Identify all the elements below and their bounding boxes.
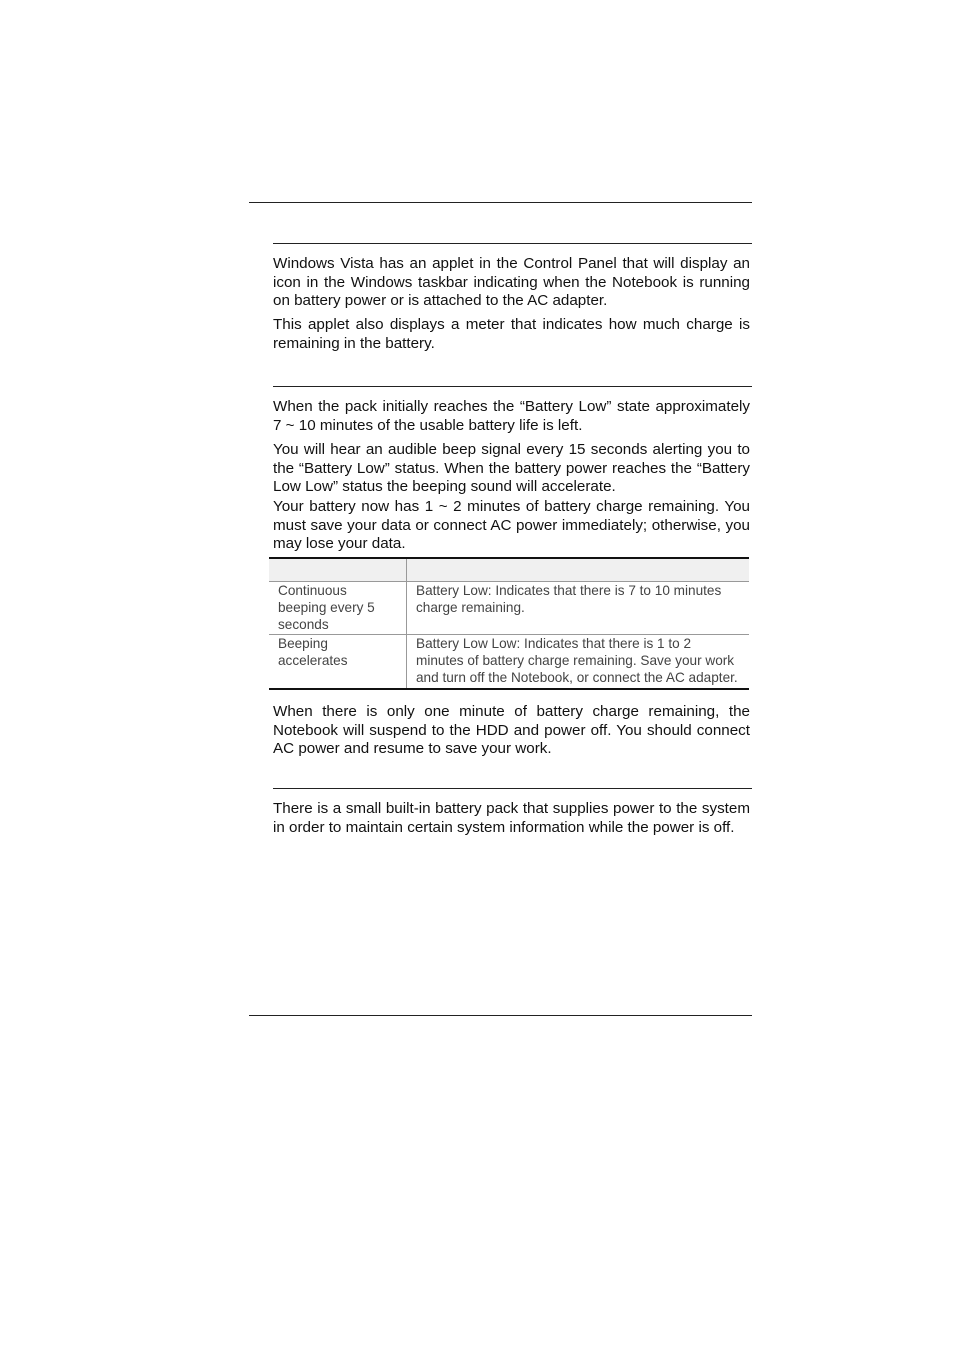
signal-cell: Continuous beeping every 5 seconds <box>269 582 407 635</box>
meaning-cell: Battery Low Low: Indicates that there is 1 to 2 minutes of battery charge remaining. Save your work and turn off the Notebook, or connect the AC adapter. <box>407 635 750 689</box>
battery-low-paragraph-1: When the pack initially reaches the “Battery Low” state approximately 7 ~ 10 minutes of the usable battery life is left. <box>273 398 750 434</box>
table-header-signal <box>269 558 407 582</box>
table-row <box>269 582 749 635</box>
rtc-paragraph-1: There is a small built-in battery pack that supplies power to the system in order to maintain certain system information while the power is off. <box>273 800 750 836</box>
battery-low-paragraph-after-table: When there is only one minute of battery charge remaining, the Notebook will suspend to the HDD and power off. You should connect AC power and resume to save your work. <box>273 703 750 758</box>
vista-paragraph-1: Windows Vista has an applet in the Control Panel that will display an icon in the Windows taskbar indicating when the Notebook is running on battery power or is attached to the AC adapter. <box>273 255 750 310</box>
footer-rule <box>249 1015 752 1016</box>
section-divider-rtc <box>273 788 752 789</box>
section-divider-vista <box>273 243 752 244</box>
header-rule <box>249 202 752 203</box>
table-row <box>269 635 749 689</box>
battery-low-paragraph-3: Your battery now has 1 ~ 2 minutes of battery charge remaining. You must save your data or connect AC power immediately; otherwise, you may lose your data. <box>273 498 750 553</box>
beep-signal-table <box>269 557 749 690</box>
table-header-row <box>269 558 749 582</box>
vista-paragraph-2: This applet also displays a meter that indicates how much charge is remaining in the battery. <box>273 316 750 352</box>
signal-cell: Beeping accelerates <box>269 635 407 689</box>
table-header-meaning <box>407 558 750 582</box>
section-divider-battery-low <box>273 386 752 387</box>
meaning-cell: Battery Low: Indicates that there is 7 to 10 minutes charge remaining. <box>407 582 750 635</box>
battery-low-paragraph-2: You will hear an audible beep signal every 15 seconds alerting you to the “Battery Low” status. When the battery power reaches the “Battery Low Low” status the beeping sound will accelerate. <box>273 441 750 496</box>
